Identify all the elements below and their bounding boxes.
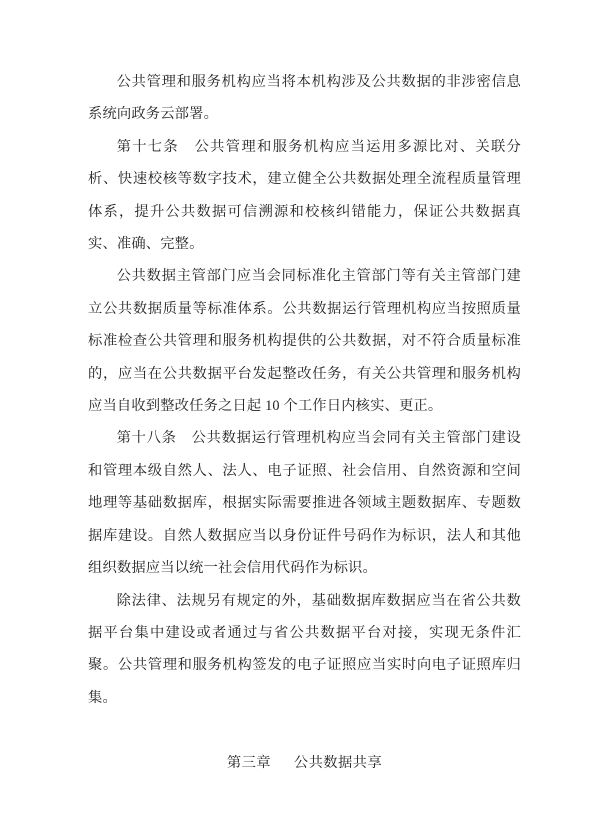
paragraph: 第十七条 公共管理和服务机构应当运用多源比对、关联分析、快速校核等数字技术，建立健全公共数据处理全流程质量管理体系，提升公共数据可信溯源和校核纠错能力，保证公共数据真实、准确、完整。: [88, 138, 521, 253]
document-body: [88, 66, 521, 778]
paragraph: 公共管理和服务机构应当将本机构涉及公共数据的非涉密信息系统向政务云部署。: [88, 74, 521, 123]
chapter-number: 第三章: [226, 755, 272, 772]
paragraph: 公共数据主管部门应当会同标准化主管部门等有关主管部门建立公共数据质量等标准体系。公共数据运行管理机构应当按照质量标准检查公共管理和服务机构提供的公共数据，对不符合质量标准的，应当在公共数据平台发起整改任务，有关公共管理和服务机构应当自收到整改任务之日起 10 个工作日内核实、更正。: [88, 268, 521, 415]
paragraph: 除法律、法规另有规定的外，基础数据库数据应当在省公共数据平台集中建设或者通过与省公共数据平台对接，实现无条件汇聚。公共管理和服务机构签发的电子证照应当实时向电子证照库归集。: [88, 592, 521, 706]
chapter-heading: [88, 748, 521, 778]
chapter-title: 公共数据共享: [293, 755, 383, 772]
paragraph: 第十八条 公共数据运行管理机构应当会同有关主管部门建设和管理本级自然人、法人、电子证照、社会信用、自然资源和空间地理等基础数据库，根据实际需要推进各领域主题数据库、专题数据库建设。自然人数据应当以身份证件号码作为标识，法人和其他组织数据应当以统一社会信用代码作为标识。: [88, 430, 521, 577]
